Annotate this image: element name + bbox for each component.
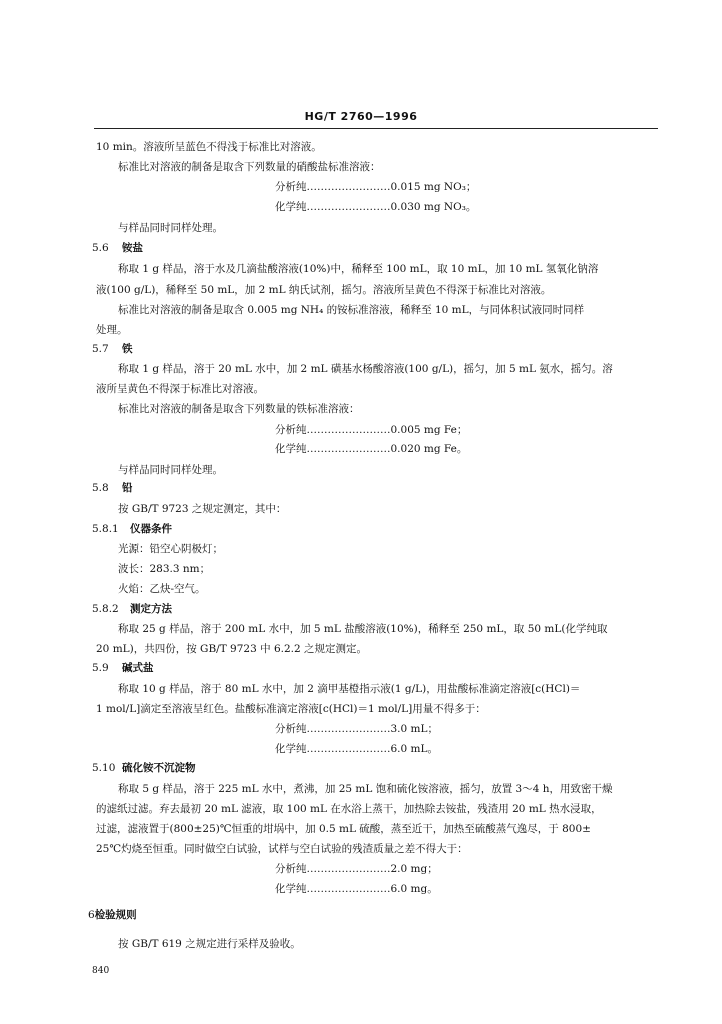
body-line: 火焰：乙炔-空气。 bbox=[118, 583, 206, 595]
section-heading bbox=[92, 481, 133, 495]
header-rule bbox=[94, 128, 658, 129]
body-line: 标准比对溶液的制备是取含下列数量的铁标准溶液： bbox=[118, 403, 360, 415]
body-line: 25℃灼烧至恒重。同时做空白试验，试样与空白试验的残渣质量之差不得大于： bbox=[96, 843, 468, 855]
section-number: 5.7 bbox=[92, 343, 109, 355]
section-number: 5.10 bbox=[92, 762, 116, 774]
section-title: 铵盐 bbox=[122, 242, 143, 254]
body-line: 按 GB/T 9723 之规定测定，其中： bbox=[118, 503, 287, 515]
section-heading bbox=[92, 342, 133, 356]
body-line: 标准比对溶液的制备是取含 0.005 mg NH₄ 的铵标准溶液，稀释至 10 mL，与同体积试液同时同样 bbox=[118, 304, 585, 316]
body-line: 液(100 g/L)，稀释至 50 mL，加 2 mL 纳氏试剂，摇匀。溶液所呈黄色不得深于标准比对溶液。 bbox=[96, 284, 552, 296]
body-line: 处理。 bbox=[96, 324, 128, 336]
section-title: 铁 bbox=[122, 343, 133, 355]
section-heading bbox=[92, 522, 172, 536]
body-line: 称取 25 g 样品，溶于 200 mL 水中，加 5 mL 盐酸溶液(10%)，稀释至 250 mL，取 50 mL(化学纯取 bbox=[118, 623, 608, 635]
spec-line: 分析纯……………………2.0 mg； bbox=[275, 863, 438, 875]
body-line: 20 mL)，共四份，按 GB/T 9723 中 6.2.2 之规定测定。 bbox=[96, 643, 367, 655]
body-line: 光源：铅空心阴极灯； bbox=[118, 543, 223, 555]
page-header: HG/T 2760—1996 bbox=[304, 110, 418, 123]
spec-line: 化学纯……………………6.0 mL。 bbox=[275, 743, 438, 755]
section-number: 5.8 bbox=[92, 482, 109, 494]
section-number: 5.8.1 bbox=[92, 523, 119, 535]
spec-line: 化学纯……………………6.0 mg。 bbox=[275, 883, 438, 895]
section-title: 铅 bbox=[122, 482, 133, 494]
section-number: 6 bbox=[88, 909, 95, 921]
section-heading bbox=[88, 908, 137, 922]
section-number: 5.8.2 bbox=[92, 603, 119, 615]
section-heading bbox=[92, 661, 154, 675]
spec-line: 分析纯……………………0.015 mg NO₃； bbox=[275, 181, 477, 193]
body-line: 称取 1 g 样品，溶于 20 mL 水中，加 2 mL 磺基水杨酸溶液(100 g/L)，摇匀，加 5 mL 氨水，摇匀。溶 bbox=[118, 363, 613, 375]
section-heading bbox=[92, 602, 172, 616]
section-heading bbox=[92, 241, 143, 255]
body-line: 标准比对溶液的制备是取含下列数量的硝酸盐标准溶液： bbox=[118, 161, 381, 173]
body-line: 的滤纸过滤。弃去最初 20 mL 滤液，取 100 mL 在水浴上蒸干，加热除去铵盐，残渣用 20 mL 热水浸取， bbox=[96, 803, 602, 815]
body-line: 过滤，滤液置于(800±25)℃恒重的坩埚中，加 0.5 mL 硫酸，蒸至近干，加热至硫酸蒸气逸尽，于 800± bbox=[96, 823, 591, 835]
spec-line: 分析纯……………………3.0 mL； bbox=[275, 723, 438, 735]
spec-line: 化学纯……………………0.020 mg Fe。 bbox=[275, 443, 468, 455]
spec-line: 化学纯……………………0.030 mg NO₃。 bbox=[275, 201, 477, 213]
body-line: 液所呈黄色不得深于标准比对溶液。 bbox=[96, 383, 264, 395]
body-line: 称取 1 g 样品，溶于水及几滴盐酸溶液(10%)中，稀释至 100 mL，取 10 mL，加 10 mL 氢氧化钠溶 bbox=[118, 263, 599, 275]
body-line: 称取 10 g 样品，溶于 80 mL 水中，加 2 滴甲基橙指示液(1 g/L)，用盐酸标准滴定溶液[c(HCl)＝ bbox=[118, 683, 581, 695]
section-title: 硫化铵不沉淀物 bbox=[122, 762, 196, 774]
body-line: 按 GB/T 619 之规定进行采样及验收。 bbox=[118, 938, 301, 950]
body-line: 与样品同时同样处理。 bbox=[118, 464, 223, 476]
section-title: 测定方法 bbox=[130, 603, 172, 615]
body-line: 10 min。溶液所呈蓝色不得浅于标准比对溶液。 bbox=[96, 141, 322, 153]
section-title: 碱式盐 bbox=[122, 662, 154, 674]
body-line: 波长：283.3 nm； bbox=[118, 563, 211, 575]
section-number: 5.6 bbox=[92, 242, 109, 254]
section-title: 仪器条件 bbox=[130, 523, 172, 535]
section-number: 5.9 bbox=[92, 662, 109, 674]
section-title: 检验规则 bbox=[94, 909, 137, 921]
spec-line: 分析纯……………………0.005 mg Fe； bbox=[275, 424, 468, 436]
section-heading bbox=[92, 761, 196, 775]
body-line: 1 mol/L]滴定至溶液呈红色。盐酸标准滴定溶液[c(HCl)＝1 mol/L]用量不得多于： bbox=[96, 703, 486, 715]
body-line: 称取 5 g 样品，溶于 225 mL 水中，煮沸，加 25 mL 饱和硫化铵溶液，摇匀，放置 3～4 h，用致密干燥 bbox=[118, 783, 613, 795]
body-line: 与样品同时同样处理。 bbox=[118, 222, 223, 234]
page-number: 840 bbox=[92, 966, 110, 976]
